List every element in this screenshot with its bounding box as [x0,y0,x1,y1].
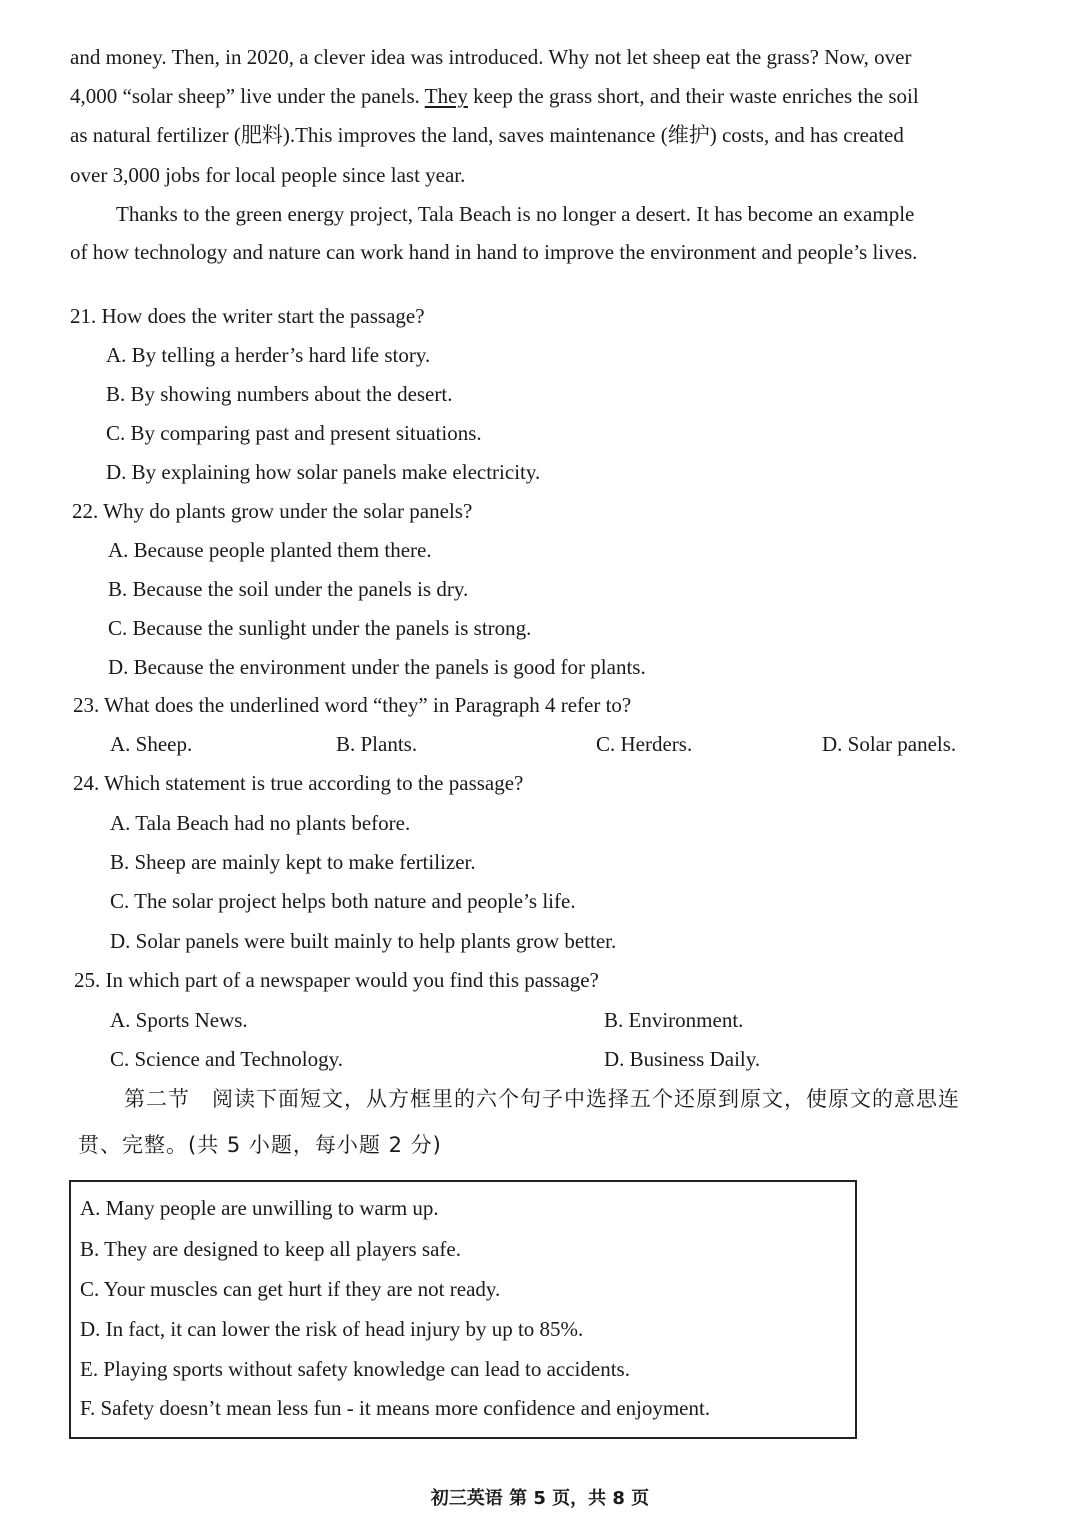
question-24-option-c: C. The solar project helps both nature and people’s life. [110,889,576,913]
question-23-option-a: A. Sheep. [110,732,193,756]
box-option-c: C. Your muscles can get hurt if they are not ready. [80,1277,501,1301]
page-footer: 初三英语 第 5 页，共 8 页 [430,1488,650,1509]
section-2-instruction-line-1: 第二节 阅读下面短文，从方框里的六个句子中选择五个还原到原文，使原文的意思连 [124,1087,960,1111]
box-option-b: B. They are designed to keep all players safe. [80,1237,461,1261]
passage-line-4: over 3,000 jobs for local people since last year. [70,163,466,187]
question-21-option-c: C. By comparing past and present situations. [106,421,482,445]
question-24-option-d: D. Solar panels were built mainly to help plants grow better. [110,929,617,953]
question-22-option-b: B. Because the soil under the panels is dry. [108,577,469,601]
box-option-d: D. In fact, it can lower the risk of head injury by up to 85%. [80,1317,584,1341]
question-23-stem: 23. What does the underlined word “they” in Paragraph 4 refer to? [73,693,632,717]
question-23-option-b: B. Plants. [336,732,418,756]
question-24-option-a: A. Tala Beach had no plants before. [110,811,411,835]
question-22-stem: 22. Why do plants grow under the solar panels? [72,499,473,523]
passage-line-2 [70,86,919,107]
question-24-stem: 24. Which statement is true according to the passage? [73,771,524,795]
box-option-e: E. Playing sports without safety knowledge can lead to accidents. [80,1357,630,1381]
question-23-option-c: C. Herders. [596,732,693,756]
question-25-stem: 25. In which part of a newspaper would you find this passage? [74,968,599,992]
question-25-option-a: A. Sports News. [110,1008,248,1032]
box-option-a: A. Many people are unwilling to warm up. [80,1196,439,1220]
box-option-f: F. Safety doesn’t mean less fun - it means more confidence and enjoyment. [80,1396,711,1420]
question-22-option-c: C. Because the sunlight under the panels is strong. [108,616,532,640]
question-21-option-a: A. By telling a herder’s hard life story. [106,343,431,367]
passage-line-3: as natural fertilizer (肥料).This improves the land, saves maintenance (维护) costs, and has created [70,123,904,147]
underlined-word-they: They [424,84,468,108]
question-24-option-b: B. Sheep are mainly kept to make fertilizer. [110,850,476,874]
section-2-instruction-line-2: 贯、完整。(共 5 小题，每小题 2 分) [78,1133,442,1157]
question-23-option-d: D. Solar panels. [822,732,957,756]
question-21-option-b: B. By showing numbers about the desert. [106,382,453,406]
passage-line-1: and money. Then, in 2020, a clever idea was introduced. Why not let sheep eat the grass? Now, over [70,45,912,69]
passage-line-5: Thanks to the green energy project, Tala Beach is no longer a desert. It has become an example [116,202,915,226]
passage-line-2-start: 4,000 “solar sheep” live under the panels. [70,84,420,108]
question-25-option-b: B. Environment. [604,1008,744,1032]
passage-line-2-end: keep the grass short, and their waste enriches the soil [473,84,919,108]
passage-line-6: of how technology and nature can work hand in hand to improve the environment and people’s lives. [70,240,918,264]
question-22-option-d: D. Because the environment under the panels is good for plants. [108,655,646,679]
question-21-option-d: D. By explaining how solar panels make electricity. [106,460,541,484]
question-25-option-d: D. Business Daily. [604,1047,761,1071]
question-22-option-a: A. Because people planted them there. [108,538,432,562]
question-21-stem: 21. How does the writer start the passage? [70,304,425,328]
question-25-option-c: C. Science and Technology. [110,1047,343,1071]
